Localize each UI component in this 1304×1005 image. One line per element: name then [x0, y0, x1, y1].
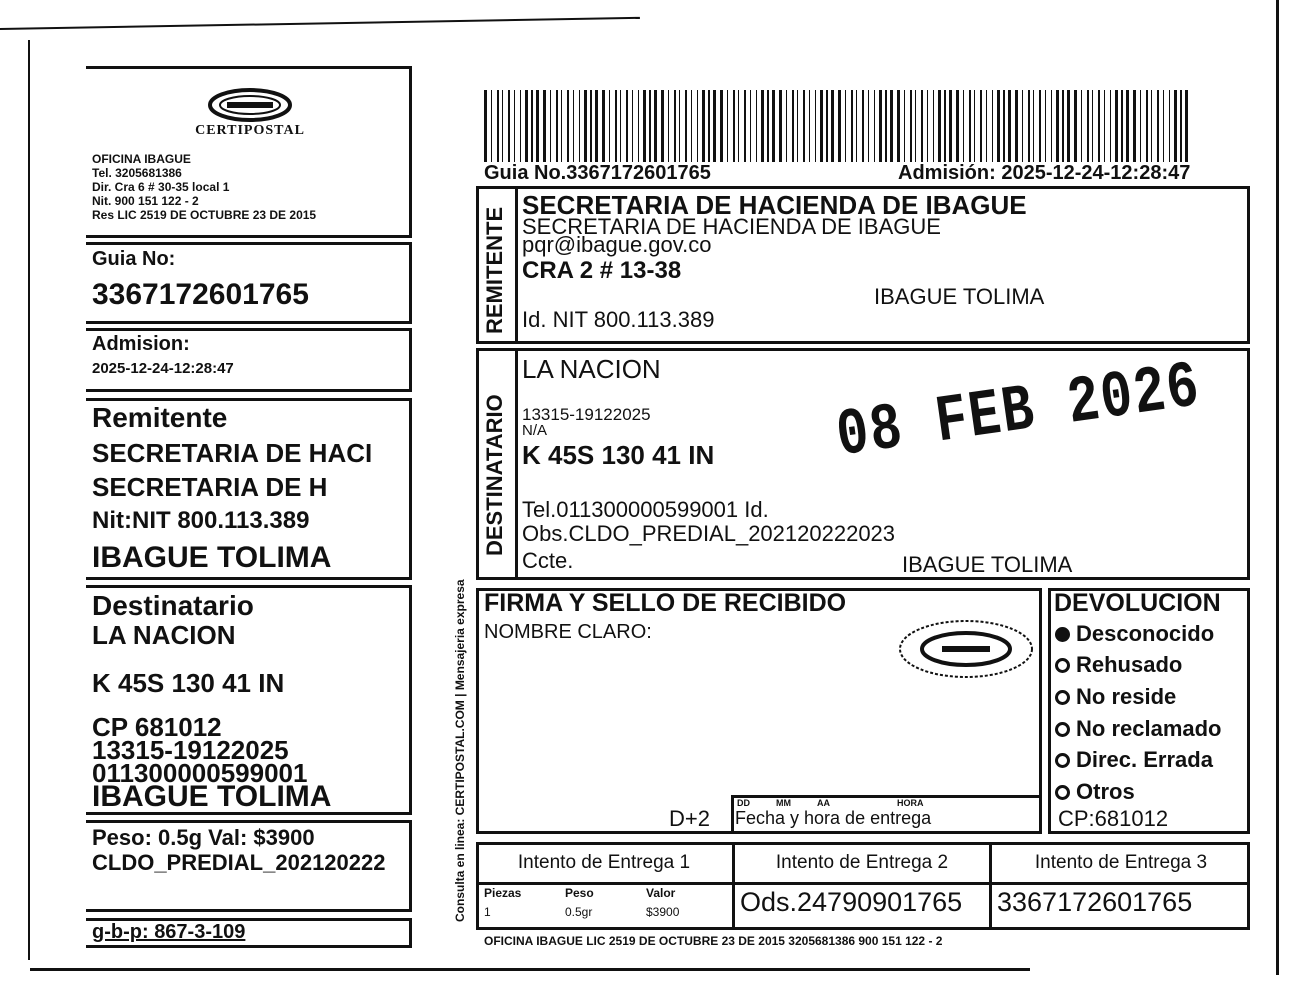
barcode-bar	[1039, 90, 1041, 162]
radio-filled-icon	[1055, 627, 1070, 642]
barcode-bar	[1028, 90, 1030, 162]
barcode-bar	[992, 90, 993, 162]
barcode-bar	[949, 90, 952, 162]
barcode-bar	[1121, 90, 1123, 162]
barcode-bar	[786, 90, 787, 162]
remitente-divider	[515, 186, 518, 344]
barcode-bar	[772, 90, 775, 162]
radio-icon	[1055, 753, 1070, 768]
barcode-bar	[514, 90, 515, 162]
barcode-bar	[713, 90, 716, 162]
barcode-bar	[661, 90, 664, 162]
barcode-bar	[674, 90, 676, 162]
barcode-bar	[767, 90, 769, 162]
barcode-bar	[862, 90, 864, 162]
barcode-bar	[626, 90, 628, 162]
barcode-bar	[491, 90, 492, 162]
barcode-bar	[1169, 90, 1170, 162]
barcode-bar	[910, 90, 912, 162]
barcode-bar	[590, 90, 592, 162]
devolucion-option-otros[interactable]	[1055, 779, 1135, 805]
left-dest-lines	[92, 712, 332, 813]
scan-border-top	[0, 17, 640, 30]
logo-text: CERTIPOSTAL	[195, 123, 305, 138]
left-dest-city: IBAGUE TOLIMA	[92, 780, 332, 813]
left-admision-value: 2025-12-24-12:28:47	[92, 360, 234, 377]
radio-icon	[1055, 690, 1070, 705]
barcode-bar	[1003, 90, 1005, 162]
barcode-bar	[1022, 90, 1023, 162]
barcode-bar	[643, 90, 646, 162]
barcode-bar	[890, 90, 893, 162]
fecha-aa: AA	[817, 798, 830, 808]
devolucion-option-no-reside[interactable]	[1055, 684, 1176, 710]
barcode-bar	[868, 90, 869, 162]
barcode-bar	[1074, 90, 1077, 162]
devolucion-option-no-reclamado[interactable]	[1055, 716, 1222, 742]
barcode-bar	[956, 90, 959, 162]
barcode-bar	[885, 90, 887, 162]
barcode-bar	[921, 90, 923, 162]
barcode-bar	[831, 90, 834, 162]
barcode-bar	[609, 90, 610, 162]
barcode-bar	[556, 90, 558, 162]
left-peso: Peso: 0.5g Val: $3900	[92, 825, 315, 850]
barcode-bar	[708, 90, 710, 162]
barcode-bar	[1115, 90, 1118, 162]
dest-obs: Obs.CLDO_PREDIAL_202120222023	[522, 521, 896, 546]
radio-icon	[1055, 658, 1070, 673]
footer-text: OFICINA IBAGUE LIC 2519 DE OCTUBRE 23 DE 2015 3205681386 900 151 122 - 2	[484, 934, 943, 948]
barcode-bar	[874, 90, 875, 162]
left-gbp: g-b-p: 867-3-109	[92, 921, 246, 943]
destinatario-divider	[515, 348, 518, 580]
devolucion-option-label: Desconocido	[1076, 621, 1215, 646]
bottom-guia-number: 3367172601765	[997, 887, 1193, 917]
devolucion-option-desconocido[interactable]	[1055, 621, 1214, 647]
left-remitente-lines	[92, 436, 372, 578]
barcode-bar	[938, 90, 941, 162]
devolucion-option-label: Otros	[1076, 779, 1135, 804]
barcode-bar	[826, 90, 828, 162]
barcode-bar	[584, 90, 587, 162]
left-destinatario-title: Destinatario	[92, 590, 254, 621]
barcode-bar	[761, 90, 764, 162]
barcode-bar	[573, 90, 574, 162]
left-remitente-title: Remitente	[92, 402, 228, 433]
barcode-bar	[980, 90, 982, 162]
header-admision: Admisión: 2025-12-24-12:28:47	[898, 162, 1191, 184]
barcode-bar	[944, 90, 946, 162]
barcode-bar	[809, 90, 810, 162]
barcode-bar	[497, 90, 499, 162]
barcode-bar	[685, 90, 687, 162]
peso-header: Peso	[565, 886, 594, 900]
barcode-bar	[654, 90, 657, 162]
barcode-bar	[1146, 90, 1148, 162]
valor-value: $3900	[646, 905, 680, 919]
office-info	[92, 152, 316, 222]
left-dest-tel: 011300000599001	[92, 758, 308, 788]
fecha-dd: DD	[737, 798, 750, 808]
barcode-bar	[1110, 90, 1111, 162]
left-guia-label: Guia No:	[92, 248, 176, 270]
firma-d2: D+2	[669, 806, 710, 831]
barcode-bar	[702, 90, 705, 162]
barcode-bar	[1104, 90, 1105, 162]
scan-border-right	[1276, 0, 1279, 975]
barcode-bar	[733, 90, 735, 162]
fecha-hora: HORA	[897, 798, 924, 808]
barcode-bar	[567, 90, 569, 162]
barcode-bar	[969, 90, 971, 162]
barcode-bar	[927, 90, 928, 162]
dest-na: N/A	[522, 422, 548, 439]
dest-city: IBAGUE TOLIMA	[902, 552, 1073, 577]
barcode-bar	[820, 90, 823, 162]
barcode-bar	[1056, 90, 1059, 162]
barcode-bar	[691, 90, 692, 162]
office-tel: Tel. 3205681386	[92, 166, 182, 180]
firma-title: FIRMA Y SELLO DE RECIBIDO	[484, 589, 847, 617]
radio-icon	[1055, 722, 1070, 737]
barcode-bar	[997, 90, 1000, 162]
intento-2: Intento de Entrega 2	[775, 852, 949, 873]
barcode-bar	[933, 90, 934, 162]
barcode-bar	[620, 90, 621, 162]
barcode-bar	[632, 90, 633, 162]
barcode-bar	[963, 90, 964, 162]
barcode-bar	[838, 90, 841, 162]
destinatario-label: DESTINATARIO	[482, 394, 507, 556]
barcode-bar	[750, 90, 751, 162]
barcode-bar	[1185, 90, 1188, 162]
dest-tel: Tel.011300000599001 Id.	[522, 497, 769, 522]
remitente-label: REMITENTE	[482, 206, 507, 334]
barcode-bar	[484, 90, 487, 162]
barcode-bar	[845, 90, 846, 162]
devolucion-option-direc-errada[interactable]	[1055, 747, 1213, 773]
intentos-hline	[476, 882, 1250, 885]
barcode-bar	[756, 90, 757, 162]
barcode-bar	[720, 90, 723, 162]
devolucion-cp: CP:681012	[1058, 806, 1169, 831]
barcode-bar	[1081, 90, 1082, 162]
barcode-bar	[1140, 90, 1141, 162]
barcode-bar	[561, 90, 562, 162]
barcode-bar	[1092, 90, 1093, 162]
firma-nombre: NOMBRE CLARO:	[484, 621, 652, 643]
remitente-email: pqr@ibague.gov.co	[522, 232, 712, 257]
barcode-bar	[897, 90, 900, 162]
barcode-bar	[879, 90, 882, 162]
left-dest-cp: CP 681012	[92, 712, 222, 742]
barcode-bar	[1163, 90, 1164, 162]
devolucion-option-rehusado[interactable]	[1055, 652, 1182, 678]
left-dest-name: LA NACION	[92, 620, 236, 650]
barcode-bar	[1151, 90, 1152, 162]
barcode-bar	[602, 90, 605, 162]
piezas-value: 1	[484, 905, 491, 919]
barcode-bar	[638, 90, 639, 162]
left-remitente-line3: Nit:NIT 800.113.389	[92, 507, 310, 534]
barcode-bar	[1174, 90, 1177, 162]
barcode-bar	[531, 90, 533, 162]
barcode-bar	[1098, 90, 1100, 162]
certipostal-seal-icon	[896, 618, 1036, 680]
devolucion-option-label: Rehusado	[1076, 652, 1183, 677]
remitente-address: CRA 2 # 13-38	[522, 257, 682, 284]
devolucion-option-label: No reclamado	[1076, 716, 1222, 741]
barcode-bar	[1033, 90, 1034, 162]
barcode-bar	[779, 90, 782, 162]
barcode-bar	[615, 90, 617, 162]
valor-header: Valor	[646, 886, 676, 900]
devolucion-title: DEVOLUCION	[1054, 589, 1221, 617]
barcode-bar	[1087, 90, 1089, 162]
left-obs: CLDO_PREDIAL_202120222	[92, 850, 386, 875]
barcode-bar	[974, 90, 975, 162]
barcode-bar	[1126, 90, 1129, 162]
barcode-bar	[738, 90, 739, 162]
barcode-bar	[508, 90, 510, 162]
office-address: Dir. Cra 6 # 30-35 local 1	[92, 180, 230, 194]
barcode-bar	[502, 90, 503, 162]
barcode-bar	[1062, 90, 1064, 162]
barcode-bar	[986, 90, 987, 162]
barcode-bar	[525, 90, 528, 162]
barcode-bar	[1015, 90, 1018, 162]
left-admision-label: Admision:	[92, 333, 190, 355]
barcode-bar	[1008, 90, 1011, 162]
barcode-bar	[543, 90, 546, 162]
dest-address: K 45S 130 41 IN	[522, 440, 715, 470]
barcode-bar	[851, 90, 853, 162]
piezas-header: Piezas	[484, 886, 522, 900]
barcode-bar	[815, 90, 816, 162]
left-remitente-line1: SECRETARIA DE HACI	[92, 438, 373, 468]
barcode-bar	[649, 90, 651, 162]
barcode-bar	[727, 90, 728, 162]
peso-value: 0.5gr	[565, 905, 593, 919]
radio-icon	[1055, 785, 1070, 800]
barcode-bar	[520, 90, 521, 162]
dest-name: LA NACION	[522, 354, 661, 384]
office-res: Res LIC 2519 DE OCTUBRE 23 DE 2015	[92, 208, 317, 222]
ods-number: Ods.24790901765	[740, 887, 963, 917]
barcode-bar	[550, 90, 551, 162]
left-dest-ref: 13315-19122025	[92, 735, 289, 765]
barcode-bar	[744, 90, 746, 162]
devolucion-option-label: No reside	[1076, 684, 1177, 709]
devolucion-option-label: Direc. Errada	[1076, 747, 1213, 772]
barcode-bar	[668, 90, 669, 162]
side-text: Consulta en linea: CERTIPOSTAL.COM | Mensajeria expresa	[453, 579, 467, 922]
barcode-bar	[803, 90, 805, 162]
intento-1: Intento de Entrega 1	[517, 852, 691, 873]
dest-ref: 13315-19122025	[522, 405, 651, 424]
barcode-bar	[595, 90, 598, 162]
date-stamp: 08 FEB 2026	[832, 349, 1206, 475]
barcode-bar	[1133, 90, 1136, 162]
dest-ccte: Ccte.	[522, 548, 574, 573]
left-remitente-line4: IBAGUE TOLIMA	[92, 541, 332, 574]
remitente-name2: SECRETARIA DE HACIENDA DE IBAGUE	[522, 214, 941, 239]
scan-border-bottom	[30, 968, 1030, 971]
barcode-bar	[904, 90, 905, 162]
barcode-bar	[1157, 90, 1159, 162]
barcode-bar	[792, 90, 794, 162]
left-remitente-line2: SECRETARIA DE H	[92, 472, 328, 502]
scan-border-left	[28, 40, 30, 960]
barcode-bar	[915, 90, 916, 162]
intento-3: Intento de Entrega 3	[1034, 852, 1208, 873]
office-nit: Nit. 900 151 122 - 2	[92, 194, 199, 208]
barcode-bar	[679, 90, 680, 162]
barcode-bar	[1180, 90, 1182, 162]
barcode-bar	[856, 90, 857, 162]
left-dest-address: K 45S 130 41 IN	[92, 668, 285, 698]
remitente-id: Id. NIT 800.113.389	[522, 307, 715, 332]
header-guia: Guia No.3367172601765	[484, 162, 711, 184]
barcode-bar	[1045, 90, 1046, 162]
barcode-bar	[579, 90, 580, 162]
fecha-mm: MM	[776, 798, 791, 808]
left-guia-number: 3367172601765	[92, 278, 309, 311]
barcode-bar	[797, 90, 798, 162]
barcode-bar	[536, 90, 539, 162]
barcode-bar	[697, 90, 698, 162]
fecha-label: Fecha y hora de entrega	[735, 808, 932, 828]
office-name: OFICINA IBAGUE	[92, 152, 191, 166]
barcode-bar	[1067, 90, 1070, 162]
remitente-name: SECRETARIA DE HACIENDA DE IBAGUE	[522, 190, 1027, 220]
barcode-bar	[1051, 90, 1052, 162]
remitente-city: IBAGUE TOLIMA	[874, 284, 1045, 309]
barcode	[484, 90, 1194, 162]
